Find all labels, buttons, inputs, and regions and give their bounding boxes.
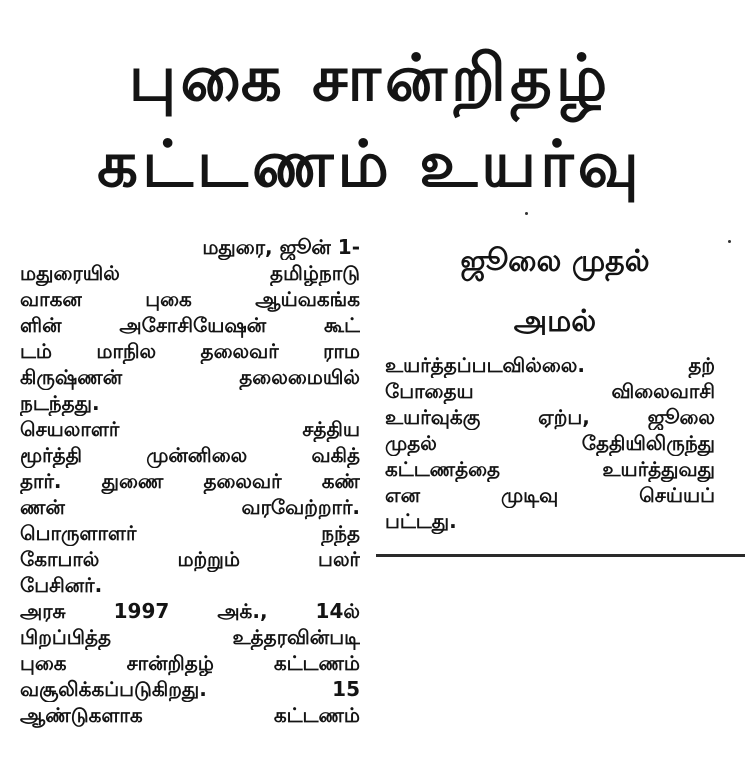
left-text-column <box>20 234 360 728</box>
text-line: ஆண்டுகளாக கட்டணம் <box>20 703 360 727</box>
text-line: பட்டது. <box>385 509 457 533</box>
text-line: பிறப்பித்த உத்தரவின்படி <box>20 625 360 649</box>
headline <box>20 36 720 208</box>
print-speck <box>525 212 528 215</box>
text-line: முதல் தேதியிலிருந்து <box>385 431 715 455</box>
text-line: பேசினர். <box>20 573 103 597</box>
text-line: கோபால் மற்றும் பலர் <box>20 547 360 571</box>
print-speck <box>728 240 731 243</box>
headline-line-1: புகை சான்றிதழ் <box>128 42 612 116</box>
subheadline-line-2: அமல் <box>513 304 597 339</box>
text-line: ணன் வரவேற்றார். <box>20 495 360 519</box>
text-line: பொருளாளர் நந்த <box>20 521 360 545</box>
text-line: கிருஷ்ணன் தலைமையில் <box>20 365 360 389</box>
headline-line-2: கட்டணம் உயர்வு <box>97 128 643 202</box>
text-line: மதுரையில் தமிழ்நாடு <box>20 261 360 285</box>
text-line: மூர்த்தி முன்னிலை வகித் <box>20 443 360 467</box>
text-line: செயலாளர் சத்திய <box>20 417 360 441</box>
text-line: நடந்தது. <box>20 391 100 415</box>
subheadline <box>390 232 720 352</box>
text-line: டம் மாநில தலைவர் ராம <box>20 339 360 363</box>
text-line: ளின் அசோசியேஷன் கூட் <box>20 313 360 337</box>
text-line: என முடிவு செய்யப் <box>385 483 715 507</box>
right-text-column <box>385 352 715 534</box>
text-line: அரசு 1997 அக்., 14ல் <box>20 599 360 623</box>
text-line: புகை சான்றிதழ் கட்டணம் <box>20 651 360 675</box>
column-divider-rule <box>376 554 745 557</box>
subheadline-line-1: ஜூலை முதல் <box>460 244 650 279</box>
text-line: வசூலிக்கப்படுகிறது. 15 <box>20 677 360 701</box>
text-line: கட்டணத்தை உயர்த்துவது <box>385 457 715 481</box>
text-line: வாகன புகை ஆய்வகங்க <box>20 287 360 311</box>
text-line: உயர்த்தப்படவில்லை. தற் <box>385 353 715 377</box>
text-line: உயர்வுக்கு ஏற்ப, ஜூலை <box>385 405 715 429</box>
text-line: போதைய விலைவாசி <box>385 379 715 403</box>
text-line: தார். துணை தலைவர் கண் <box>20 469 360 493</box>
dateline: மதுரை, ஜூன் 1- <box>202 235 360 259</box>
